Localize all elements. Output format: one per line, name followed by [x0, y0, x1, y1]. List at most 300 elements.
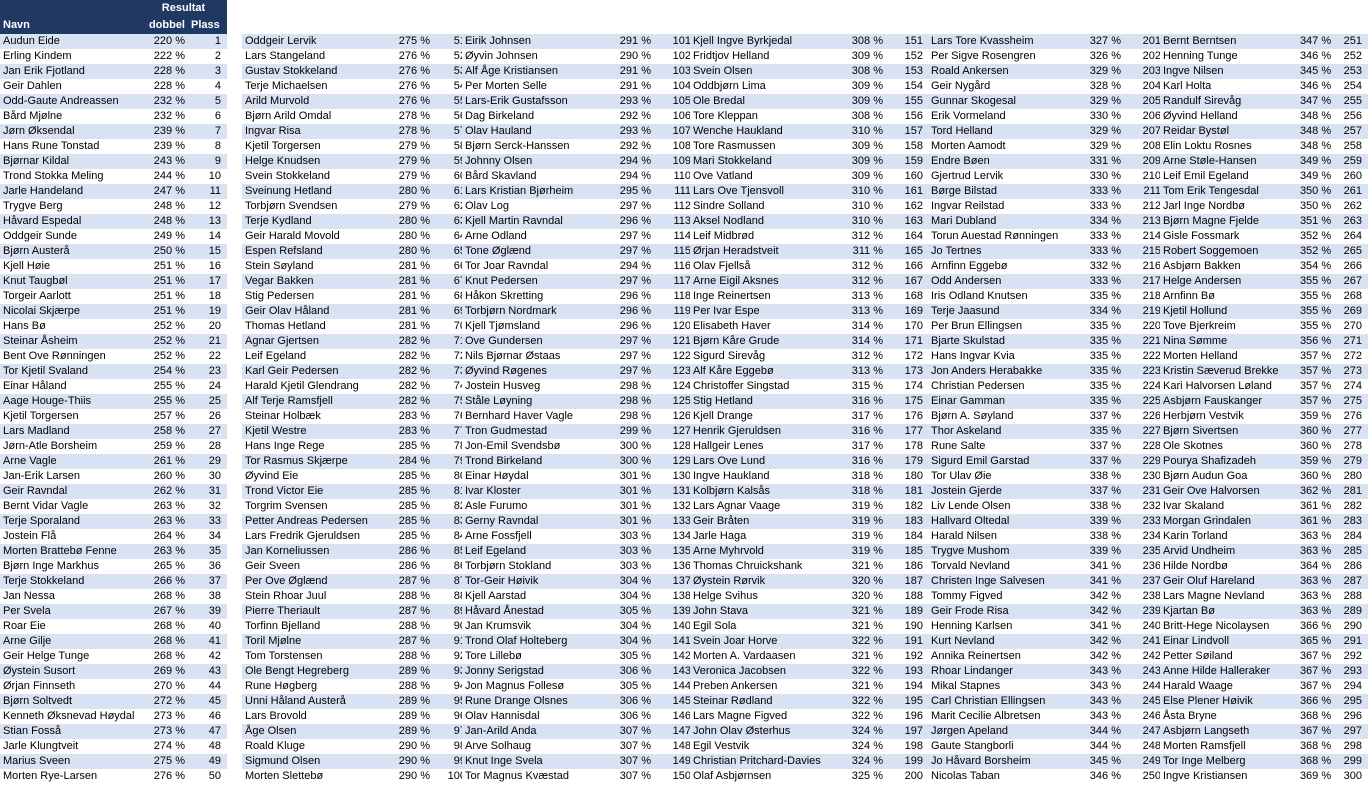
table-row[interactable] [462, 244, 697, 259]
table-row[interactable] [690, 259, 929, 274]
table-row[interactable] [928, 694, 1167, 709]
table-row[interactable] [0, 559, 227, 574]
table-row[interactable] [0, 439, 227, 454]
table-row[interactable] [1160, 769, 1368, 784]
table-row[interactable] [0, 769, 227, 784]
table-row[interactable] [690, 679, 929, 694]
table-row[interactable] [242, 244, 472, 259]
table-row[interactable] [1160, 649, 1368, 664]
table-row[interactable] [1160, 34, 1368, 49]
table-row[interactable] [1160, 394, 1368, 409]
table-row[interactable] [0, 94, 227, 109]
table-row[interactable] [928, 424, 1167, 439]
table-row[interactable] [690, 529, 929, 544]
table-row[interactable] [690, 694, 929, 709]
table-row[interactable] [1160, 484, 1368, 499]
table-row[interactable] [0, 169, 227, 184]
table-row[interactable] [928, 214, 1167, 229]
table-row[interactable] [462, 409, 697, 424]
table-row[interactable] [1160, 529, 1368, 544]
table-row[interactable] [690, 664, 929, 679]
table-row[interactable] [0, 754, 227, 769]
table-row[interactable] [462, 34, 697, 49]
table-row[interactable] [242, 619, 472, 634]
table-row[interactable] [0, 304, 227, 319]
table-row[interactable] [928, 154, 1167, 169]
table-row[interactable] [1160, 139, 1368, 154]
table-row[interactable] [928, 724, 1167, 739]
table-row[interactable] [462, 694, 697, 709]
table-row[interactable] [0, 739, 227, 754]
table-row[interactable] [690, 139, 929, 154]
table-row[interactable] [242, 514, 472, 529]
table-row[interactable] [1160, 244, 1368, 259]
table-row[interactable] [1160, 169, 1368, 184]
table-row[interactable] [928, 469, 1167, 484]
table-row[interactable] [690, 334, 929, 349]
table-row[interactable] [690, 574, 929, 589]
table-row[interactable] [0, 199, 227, 214]
table-row[interactable] [0, 274, 227, 289]
table-row[interactable] [1160, 289, 1368, 304]
table-row[interactable] [690, 184, 929, 199]
table-row[interactable] [462, 454, 697, 469]
table-row[interactable] [0, 664, 227, 679]
table-row[interactable] [242, 664, 472, 679]
table-row[interactable] [0, 259, 227, 274]
table-row[interactable] [1160, 349, 1368, 364]
table-row[interactable] [1160, 319, 1368, 334]
table-row[interactable] [0, 319, 227, 334]
table-row[interactable] [1160, 64, 1368, 79]
table-row[interactable] [462, 124, 697, 139]
table-row[interactable] [1160, 304, 1368, 319]
table-row[interactable] [0, 34, 227, 49]
table-row[interactable] [690, 304, 929, 319]
table-row[interactable] [928, 199, 1167, 214]
table-row[interactable] [242, 484, 472, 499]
table-row[interactable] [462, 754, 697, 769]
table-row[interactable] [462, 49, 697, 64]
table-row[interactable] [690, 454, 929, 469]
table-row[interactable] [0, 679, 227, 694]
table-row[interactable] [0, 469, 227, 484]
table-row[interactable] [242, 34, 472, 49]
table-row[interactable] [242, 754, 472, 769]
table-row[interactable] [1160, 544, 1368, 559]
table-row[interactable] [462, 214, 697, 229]
table-row[interactable] [0, 154, 227, 169]
table-row[interactable] [1160, 424, 1368, 439]
table-row[interactable] [928, 484, 1167, 499]
table-row[interactable] [690, 154, 929, 169]
table-row[interactable] [242, 139, 472, 154]
table-row[interactable] [928, 664, 1167, 679]
table-row[interactable] [690, 229, 929, 244]
table-row[interactable] [242, 274, 472, 289]
table-row[interactable] [928, 514, 1167, 529]
table-row[interactable] [1160, 754, 1368, 769]
table-row[interactable] [690, 469, 929, 484]
table-row[interactable] [928, 529, 1167, 544]
table-row[interactable] [690, 274, 929, 289]
table-row[interactable] [462, 94, 697, 109]
table-row[interactable] [928, 109, 1167, 124]
table-row[interactable] [690, 739, 929, 754]
table-row[interactable] [928, 769, 1167, 784]
table-row[interactable] [928, 679, 1167, 694]
table-row[interactable] [462, 379, 697, 394]
table-row[interactable] [462, 139, 697, 154]
table-row[interactable] [690, 604, 929, 619]
table-row[interactable] [242, 229, 472, 244]
table-row[interactable] [690, 319, 929, 334]
table-row[interactable] [1160, 469, 1368, 484]
table-row[interactable] [690, 754, 929, 769]
table-row[interactable] [928, 754, 1167, 769]
table-row[interactable] [928, 559, 1167, 574]
table-row[interactable] [0, 454, 227, 469]
table-row[interactable] [242, 559, 472, 574]
table-row[interactable] [690, 364, 929, 379]
table-row[interactable] [462, 199, 697, 214]
table-row[interactable] [462, 559, 697, 574]
table-row[interactable] [462, 634, 697, 649]
table-row[interactable] [462, 439, 697, 454]
table-row[interactable] [462, 469, 697, 484]
table-row[interactable] [928, 454, 1167, 469]
table-row[interactable] [1160, 364, 1368, 379]
table-row[interactable] [0, 214, 227, 229]
table-row[interactable] [462, 169, 697, 184]
table-row[interactable] [928, 274, 1167, 289]
table-row[interactable] [462, 304, 697, 319]
table-row[interactable] [1160, 94, 1368, 109]
table-row[interactable] [242, 259, 472, 274]
table-row[interactable] [462, 604, 697, 619]
table-row[interactable] [462, 79, 697, 94]
table-row[interactable] [1160, 709, 1368, 724]
table-row[interactable] [1160, 619, 1368, 634]
table-row[interactable] [242, 94, 472, 109]
table-row[interactable] [242, 334, 472, 349]
table-row[interactable] [690, 244, 929, 259]
table-row[interactable] [462, 289, 697, 304]
table-row[interactable] [462, 229, 697, 244]
table-row[interactable] [242, 574, 472, 589]
table-row[interactable] [690, 169, 929, 184]
table-row[interactable] [690, 424, 929, 439]
table-row[interactable] [0, 589, 227, 604]
table-row[interactable] [242, 529, 472, 544]
table-row[interactable] [1160, 439, 1368, 454]
table-row[interactable] [0, 139, 227, 154]
table-row[interactable] [1160, 679, 1368, 694]
table-row[interactable] [1160, 154, 1368, 169]
table-row[interactable] [242, 49, 472, 64]
table-row[interactable] [690, 709, 929, 724]
table-row[interactable] [690, 559, 929, 574]
table-row[interactable] [1160, 379, 1368, 394]
table-row[interactable] [0, 484, 227, 499]
table-row[interactable] [690, 619, 929, 634]
table-row[interactable] [928, 319, 1167, 334]
table-row[interactable] [242, 379, 472, 394]
table-row[interactable] [242, 154, 472, 169]
table-row[interactable] [928, 49, 1167, 64]
table-row[interactable] [928, 649, 1167, 664]
table-row[interactable] [928, 169, 1167, 184]
table-row[interactable] [242, 694, 472, 709]
table-row[interactable] [242, 724, 472, 739]
table-row[interactable] [1160, 49, 1368, 64]
table-row[interactable] [0, 364, 227, 379]
table-row[interactable] [690, 544, 929, 559]
table-row[interactable] [0, 349, 227, 364]
table-row[interactable] [928, 379, 1167, 394]
table-row[interactable] [690, 724, 929, 739]
table-row[interactable] [242, 604, 472, 619]
table-row[interactable] [0, 334, 227, 349]
table-row[interactable] [928, 439, 1167, 454]
table-row[interactable] [462, 709, 697, 724]
table-row[interactable] [242, 64, 472, 79]
table-row[interactable] [928, 409, 1167, 424]
table-row[interactable] [928, 139, 1167, 154]
table-row[interactable] [242, 544, 472, 559]
table-row[interactable] [690, 769, 929, 784]
table-row[interactable] [1160, 124, 1368, 139]
table-row[interactable] [690, 409, 929, 424]
table-row[interactable] [242, 289, 472, 304]
table-row[interactable] [1160, 694, 1368, 709]
table-row[interactable] [1160, 79, 1368, 94]
table-row[interactable] [690, 514, 929, 529]
table-row[interactable] [462, 649, 697, 664]
table-row[interactable] [0, 289, 227, 304]
table-row[interactable] [242, 184, 472, 199]
table-row[interactable] [928, 259, 1167, 274]
table-row[interactable] [928, 244, 1167, 259]
table-row[interactable] [928, 229, 1167, 244]
table-row[interactable] [1160, 214, 1368, 229]
table-row[interactable] [0, 724, 227, 739]
table-row[interactable] [0, 379, 227, 394]
table-row[interactable] [462, 424, 697, 439]
table-row[interactable] [928, 364, 1167, 379]
table-row[interactable] [690, 49, 929, 64]
table-row[interactable] [1160, 604, 1368, 619]
table-row[interactable] [1160, 409, 1368, 424]
table-row[interactable] [462, 529, 697, 544]
table-row[interactable] [690, 634, 929, 649]
table-row[interactable] [242, 424, 472, 439]
table-row[interactable] [1160, 454, 1368, 469]
table-row[interactable] [242, 589, 472, 604]
table-row[interactable] [928, 544, 1167, 559]
table-row[interactable] [928, 304, 1167, 319]
table-row[interactable] [462, 364, 697, 379]
table-row[interactable] [242, 454, 472, 469]
table-row[interactable] [0, 424, 227, 439]
table-row[interactable] [242, 649, 472, 664]
table-row[interactable] [462, 394, 697, 409]
table-row[interactable] [242, 214, 472, 229]
table-row[interactable] [462, 64, 697, 79]
table-row[interactable] [928, 709, 1167, 724]
table-row[interactable] [928, 184, 1167, 199]
table-row[interactable] [690, 499, 929, 514]
table-row[interactable] [462, 589, 697, 604]
table-row[interactable] [462, 664, 697, 679]
table-row[interactable] [462, 619, 697, 634]
table-row[interactable] [462, 724, 697, 739]
table-row[interactable] [690, 589, 929, 604]
table-row[interactable] [242, 169, 472, 184]
table-row[interactable] [242, 319, 472, 334]
table-row[interactable] [462, 739, 697, 754]
table-row[interactable] [928, 79, 1167, 94]
table-row[interactable] [690, 214, 929, 229]
table-row[interactable] [1160, 334, 1368, 349]
table-row[interactable] [462, 184, 697, 199]
table-row[interactable] [242, 394, 472, 409]
table-row[interactable] [0, 514, 227, 529]
table-row[interactable] [1160, 634, 1368, 649]
table-row[interactable] [0, 229, 227, 244]
table-row[interactable] [690, 34, 929, 49]
table-row[interactable] [242, 499, 472, 514]
table-row[interactable] [462, 679, 697, 694]
table-row[interactable] [462, 154, 697, 169]
table-row[interactable] [0, 124, 227, 139]
table-row[interactable] [462, 334, 697, 349]
table-row[interactable] [1160, 499, 1368, 514]
table-row[interactable] [928, 499, 1167, 514]
table-row[interactable] [928, 619, 1167, 634]
table-row[interactable] [1160, 109, 1368, 124]
table-row[interactable] [1160, 259, 1368, 274]
table-row[interactable] [242, 769, 472, 784]
table-row[interactable] [0, 574, 227, 589]
table-row[interactable] [928, 124, 1167, 139]
table-row[interactable] [690, 649, 929, 664]
table-row[interactable] [462, 484, 697, 499]
table-row[interactable] [462, 259, 697, 274]
table-row[interactable] [1160, 514, 1368, 529]
table-row[interactable] [928, 574, 1167, 589]
table-row[interactable] [928, 289, 1167, 304]
table-row[interactable] [928, 589, 1167, 604]
table-row[interactable] [928, 394, 1167, 409]
table-row[interactable] [928, 739, 1167, 754]
table-row[interactable] [0, 529, 227, 544]
table-row[interactable] [0, 604, 227, 619]
table-row[interactable] [690, 394, 929, 409]
table-row[interactable] [242, 709, 472, 724]
table-row[interactable] [928, 634, 1167, 649]
table-row[interactable] [242, 739, 472, 754]
table-row[interactable] [462, 769, 697, 784]
table-row[interactable] [462, 499, 697, 514]
table-row[interactable] [462, 349, 697, 364]
table-row[interactable] [242, 199, 472, 214]
table-row[interactable] [0, 694, 227, 709]
table-row[interactable] [928, 94, 1167, 109]
table-row[interactable] [690, 439, 929, 454]
table-row[interactable] [690, 79, 929, 94]
table-row[interactable] [242, 679, 472, 694]
table-row[interactable] [0, 394, 227, 409]
table-row[interactable] [1160, 589, 1368, 604]
table-row[interactable] [0, 649, 227, 664]
table-row[interactable] [1160, 559, 1368, 574]
table-row[interactable] [242, 349, 472, 364]
table-row[interactable] [0, 49, 227, 64]
table-row[interactable] [1160, 574, 1368, 589]
table-row[interactable] [690, 379, 929, 394]
table-row[interactable] [242, 124, 472, 139]
table-row[interactable] [1160, 184, 1368, 199]
table-row[interactable] [690, 349, 929, 364]
table-row[interactable] [928, 349, 1167, 364]
table-row[interactable] [1160, 664, 1368, 679]
table-row[interactable] [0, 544, 227, 559]
table-row[interactable] [0, 79, 227, 94]
table-row[interactable] [0, 109, 227, 124]
table-row[interactable] [1160, 229, 1368, 244]
table-row[interactable] [0, 244, 227, 259]
table-row[interactable] [1160, 724, 1368, 739]
table-row[interactable] [1160, 739, 1368, 754]
table-row[interactable] [462, 514, 697, 529]
table-row[interactable] [690, 289, 929, 304]
table-row[interactable] [690, 124, 929, 139]
table-row[interactable] [242, 304, 472, 319]
table-row[interactable] [690, 199, 929, 214]
table-row[interactable] [462, 544, 697, 559]
table-row[interactable] [690, 484, 929, 499]
table-row[interactable] [242, 409, 472, 424]
table-row[interactable] [462, 109, 697, 124]
table-row[interactable] [0, 64, 227, 79]
table-row[interactable] [1160, 199, 1368, 214]
table-row[interactable] [242, 109, 472, 124]
table-row[interactable] [242, 439, 472, 454]
table-row[interactable] [462, 574, 697, 589]
table-row[interactable] [690, 109, 929, 124]
table-row[interactable] [0, 619, 227, 634]
table-row[interactable] [690, 94, 929, 109]
table-row[interactable] [690, 64, 929, 79]
table-row[interactable] [0, 184, 227, 199]
table-row[interactable] [242, 634, 472, 649]
table-row[interactable] [242, 469, 472, 484]
table-row[interactable] [928, 334, 1167, 349]
table-row[interactable] [1160, 274, 1368, 289]
table-row[interactable] [242, 79, 472, 94]
table-row[interactable] [0, 499, 227, 514]
table-row[interactable] [928, 604, 1167, 619]
table-row[interactable] [462, 274, 697, 289]
table-row[interactable] [462, 319, 697, 334]
table-row[interactable] [242, 364, 472, 379]
table-row[interactable] [0, 634, 227, 649]
table-row[interactable] [928, 64, 1167, 79]
table-row[interactable] [0, 709, 227, 724]
table-row[interactable] [0, 409, 227, 424]
table-row[interactable] [928, 34, 1167, 49]
